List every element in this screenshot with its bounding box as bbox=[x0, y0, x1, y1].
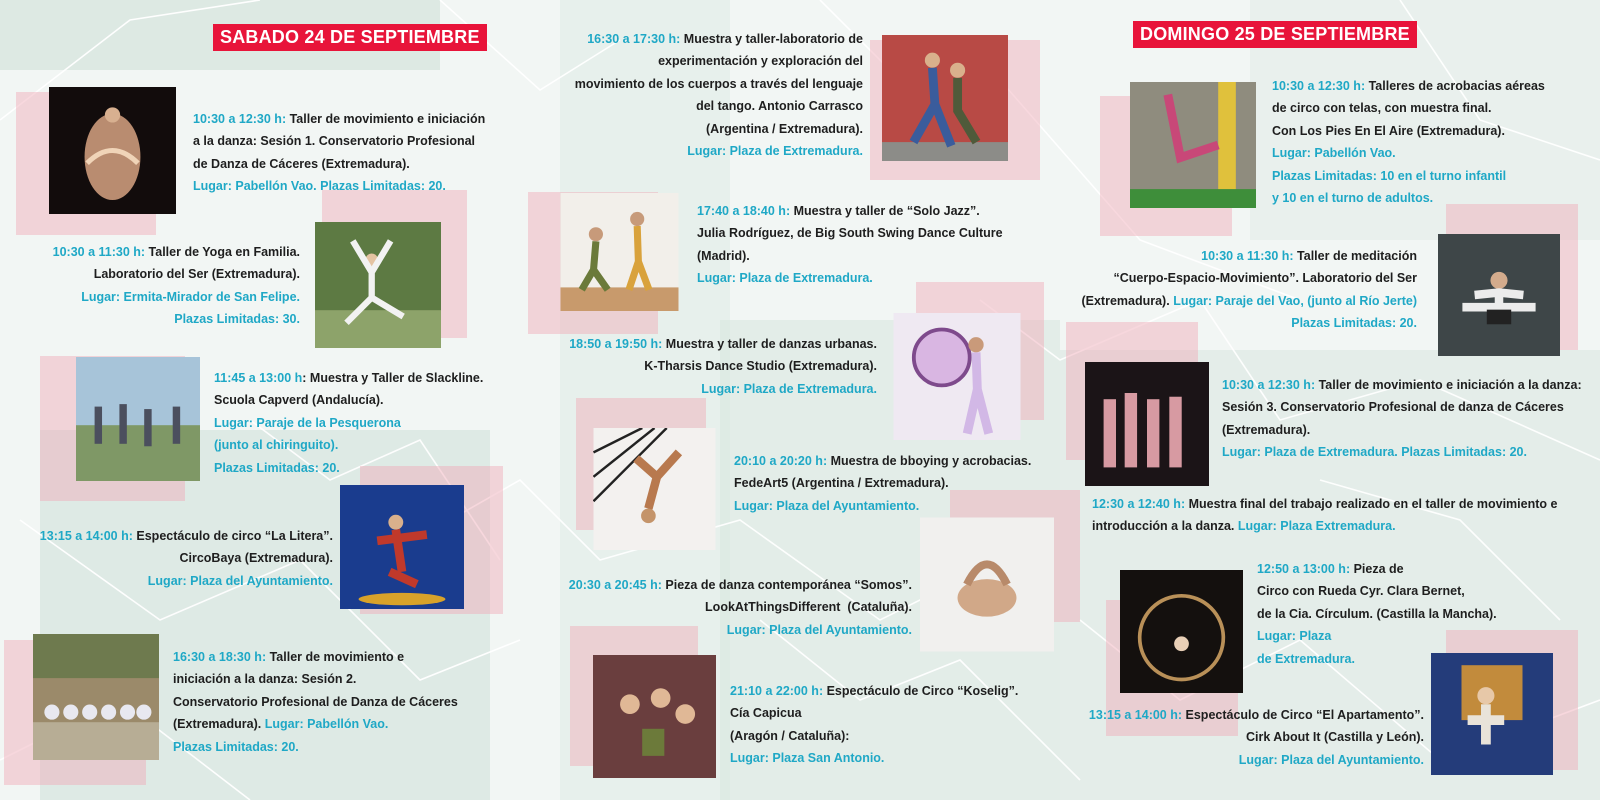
event-desc: Pieza de danza contemporánea “Somos”. bbox=[665, 578, 912, 592]
photo-meditation bbox=[1437, 234, 1561, 356]
photo-dance-performance bbox=[49, 87, 176, 214]
event-desc: FedeArt5 (Argentina / Extremadura). bbox=[734, 476, 949, 491]
event-extra: y 10 en el turno de adultos. bbox=[1272, 191, 1434, 206]
event-extra: (junto al chiringuito). bbox=[214, 438, 339, 453]
event-place: Lugar: Plaza del Ayuntamiento. bbox=[734, 498, 920, 513]
event-time: 10:30 a 12:30 h: bbox=[1222, 378, 1316, 392]
event-sat-1 bbox=[193, 108, 485, 198]
photo-urban-dance bbox=[893, 313, 1021, 440]
event-desc: Taller de movimiento e iniciación a la danza: bbox=[1318, 378, 1582, 392]
photo-bboying bbox=[593, 428, 716, 550]
photo-dance-class-session3 bbox=[1085, 362, 1209, 486]
event-place: Lugar: Plaza de Extremadura. bbox=[687, 144, 863, 159]
event-time: 21:10 a 22:00 h: bbox=[730, 684, 824, 698]
event-sat-8 bbox=[569, 333, 877, 400]
event-sat-5 bbox=[173, 646, 458, 758]
event-desc: Talleres de acrobacias aéreas bbox=[1368, 79, 1545, 93]
event-time: 16:30 a 18:30 h: bbox=[173, 650, 267, 664]
event-desc: LookAtThingsDifferent (Cataluña). bbox=[705, 600, 912, 615]
event-place: Lugar: Plaza de Extremadura. bbox=[697, 271, 873, 286]
event-time: 10:30 a 12:30 h: bbox=[1272, 79, 1366, 93]
event-extra: Plazas Limitadas: 30. bbox=[174, 312, 300, 327]
event-time: 12:50 a 13:00 h: bbox=[1257, 562, 1351, 576]
event-desc: Scuola Capverd (Andalucía). bbox=[214, 393, 384, 408]
event-time: 11:45 a 13:00 h bbox=[214, 371, 303, 385]
event-desc: de Danza de Cáceres (Extremadura). bbox=[193, 156, 410, 171]
event-desc: de la Cia. Círculum. (Castilla la Mancha). bbox=[1257, 606, 1497, 621]
event-desc: Laboratorio del Ser (Extremadura). bbox=[93, 267, 300, 282]
event-desc: introducción a la danza. bbox=[1092, 519, 1235, 534]
event-time: 10:30 a 11:30 h: bbox=[52, 245, 146, 259]
event-desc: iniciación a la danza: Sesión 2. bbox=[173, 672, 357, 687]
photo-aerial-silks bbox=[1130, 82, 1256, 208]
event-desc: (Aragón / Cataluña): bbox=[730, 728, 850, 743]
event-desc: Muestra de bboying y acrobacias. bbox=[830, 454, 1032, 468]
event-extra: Plazas Limitadas: 20. bbox=[1291, 316, 1417, 331]
event-place: Lugar: Plaza bbox=[1257, 629, 1332, 644]
event-desc: Sesión 3. Conservatorio Profesional de danza de Cáceres bbox=[1222, 400, 1564, 415]
event-sun-5 bbox=[1257, 558, 1497, 670]
event-desc: Taller de Yoga en Familia. bbox=[148, 245, 300, 259]
event-desc: Muestra final del trabajo realizado en el taller de movimiento e bbox=[1188, 497, 1558, 511]
event-time: 17:40 a 18:40 h: bbox=[697, 204, 791, 218]
event-place: Lugar: Plaza de Extremadura. bbox=[701, 381, 877, 396]
event-desc: Muestra y taller de “Solo Jazz”. bbox=[793, 204, 980, 218]
event-time: 20:30 a 20:45 h: bbox=[568, 578, 662, 592]
event-place: Lugar: Plaza San Antonio. bbox=[730, 751, 885, 766]
event-time: 12:30 a 12:40 h: bbox=[1092, 497, 1186, 511]
event-desc: Taller de movimiento e bbox=[269, 650, 405, 664]
photo-yoga bbox=[315, 222, 441, 348]
event-desc: K-Tharsis Dance Studio (Extremadura). bbox=[644, 359, 877, 374]
event-desc: Julia Rodríguez, de Big South Swing Dance Culture bbox=[697, 226, 1003, 241]
event-extra: Plazas Limitadas: 20. bbox=[214, 460, 340, 475]
event-desc: : Muestra y Taller de Slackline. bbox=[302, 371, 484, 385]
event-sat-7 bbox=[697, 200, 1003, 290]
event-desc: Cía Capicua bbox=[730, 706, 802, 721]
event-time: 16:30 a 17:30 h: bbox=[587, 32, 681, 46]
event-desc: experimentación y exploración del bbox=[658, 54, 863, 69]
event-place: Lugar: Plaza del Ayuntamiento. bbox=[726, 622, 912, 637]
event-place: Lugar: Plaza del Ayuntamiento. bbox=[1238, 752, 1424, 767]
event-desc: de circo con telas, con muestra final. bbox=[1272, 101, 1492, 116]
event-sat-4 bbox=[40, 525, 333, 592]
photo-contemporary-dance bbox=[920, 513, 1054, 656]
photo-circus-apartamento bbox=[1431, 652, 1553, 776]
event-place: Lugar: Pabellón Vao. Plazas Limitadas: 20. bbox=[193, 179, 446, 194]
event-place: Lugar: Paraje de la Pesquerona bbox=[214, 415, 401, 430]
event-desc: Taller de meditación bbox=[1297, 249, 1417, 263]
event-sat-10 bbox=[569, 574, 912, 641]
event-sun-1 bbox=[1272, 75, 1545, 209]
photo-slackline bbox=[74, 357, 202, 481]
event-sat-9 bbox=[734, 450, 1031, 517]
event-place: Lugar: Plaza de Extremadura. Plazas Limitadas: 20. bbox=[1222, 445, 1527, 460]
event-sat-11 bbox=[730, 680, 1018, 770]
photo-cyr-wheel bbox=[1120, 570, 1243, 693]
event-desc: Conservatorio Profesional de Danza de Cáceres bbox=[173, 694, 458, 709]
event-place: Lugar: Ermita-Mirador de San Felipe. bbox=[81, 289, 300, 304]
event-time: 13:15 a 14:00 h: bbox=[39, 529, 133, 543]
event-place: Lugar: Paraje del Vao, (junto al Río Jerte) bbox=[1173, 293, 1417, 308]
event-extra: de Extremadura. bbox=[1257, 651, 1355, 666]
event-desc: Circo con Rueda Cyr. Clara Bernet, bbox=[1257, 584, 1465, 599]
photo-circus-la-litera bbox=[338, 485, 466, 609]
event-sun-4 bbox=[1092, 493, 1557, 538]
event-desc: (Extremadura). bbox=[173, 717, 262, 732]
photo-tango bbox=[882, 35, 1008, 161]
event-desc: Espectáculo de Circo “El Apartamento”. bbox=[1185, 708, 1424, 722]
event-place: Lugar: Pabellón Vao. bbox=[1272, 146, 1396, 161]
event-sun-6 bbox=[1089, 704, 1424, 771]
event-time: 18:50 a 19:50 h: bbox=[569, 337, 663, 351]
event-sat-3 bbox=[214, 367, 483, 479]
event-desc: del tango. Antonio Carrasco bbox=[696, 99, 863, 114]
event-sun-3 bbox=[1222, 374, 1582, 464]
event-desc: Cirk About It (Castilla y León). bbox=[1245, 730, 1424, 745]
saturday-heading: SABADO 24 DE SEPTIEMBRE bbox=[213, 24, 487, 51]
sunday-heading: DOMINGO 25 DE SEPTIEMBRE bbox=[1133, 21, 1417, 48]
event-desc: Pieza de bbox=[1353, 562, 1404, 576]
event-time: 10:30 a 12:30 h: bbox=[193, 112, 287, 126]
photo-street-dance-class bbox=[33, 634, 159, 760]
event-desc: CircoBaya (Extremadura). bbox=[179, 551, 333, 566]
event-time: 13:15 a 14:00 h: bbox=[1088, 708, 1183, 722]
event-place: Lugar: Plaza Extremadura. bbox=[1237, 519, 1396, 534]
event-desc: (Madrid). bbox=[697, 248, 750, 263]
event-desc: Muestra y taller-laboratorio de bbox=[683, 32, 863, 46]
event-sat-6 bbox=[575, 28, 863, 162]
event-desc: (Argentina / Extremadura). bbox=[706, 121, 863, 136]
event-desc: Muestra y taller de danzas urbanas. bbox=[665, 337, 877, 351]
event-desc: Espectáculo de circo “La Litera”. bbox=[136, 529, 333, 543]
event-desc: Taller de movimiento e iniciación bbox=[289, 112, 486, 126]
event-desc: “Cuerpo-Espacio-Movimiento”. Laboratorio del Ser bbox=[1113, 271, 1417, 286]
event-time: 20:10 a 20:20 h: bbox=[734, 454, 828, 468]
event-desc: movimiento de los cuerpos a través del lenguaje bbox=[574, 76, 863, 91]
event-sat-2 bbox=[53, 241, 300, 331]
event-desc: (Extremadura). bbox=[1081, 293, 1170, 308]
photo-solo-jazz bbox=[553, 193, 686, 311]
event-desc: Espectáculo de Circo “Koselig”. bbox=[826, 684, 1019, 698]
event-desc: Con Los Pies En El Aire (Extremadura). bbox=[1272, 123, 1505, 138]
event-place: Lugar: Plaza del Ayuntamiento. bbox=[147, 573, 333, 588]
event-extra: Plazas Limitadas: 10 en el turno infantil bbox=[1272, 168, 1507, 183]
event-sun-2 bbox=[1081, 245, 1417, 335]
photo-circus-koselig bbox=[593, 655, 716, 778]
event-extra: Plazas Limitadas: 20. bbox=[173, 739, 299, 754]
event-place: Lugar: Pabellón Vao. bbox=[264, 717, 389, 732]
event-desc: (Extremadura). bbox=[1222, 422, 1311, 437]
event-desc: a la danza: Sesión 1. Conservatorio Profesional bbox=[193, 134, 476, 149]
event-time: 10:30 a 11:30 h: bbox=[1201, 249, 1294, 263]
